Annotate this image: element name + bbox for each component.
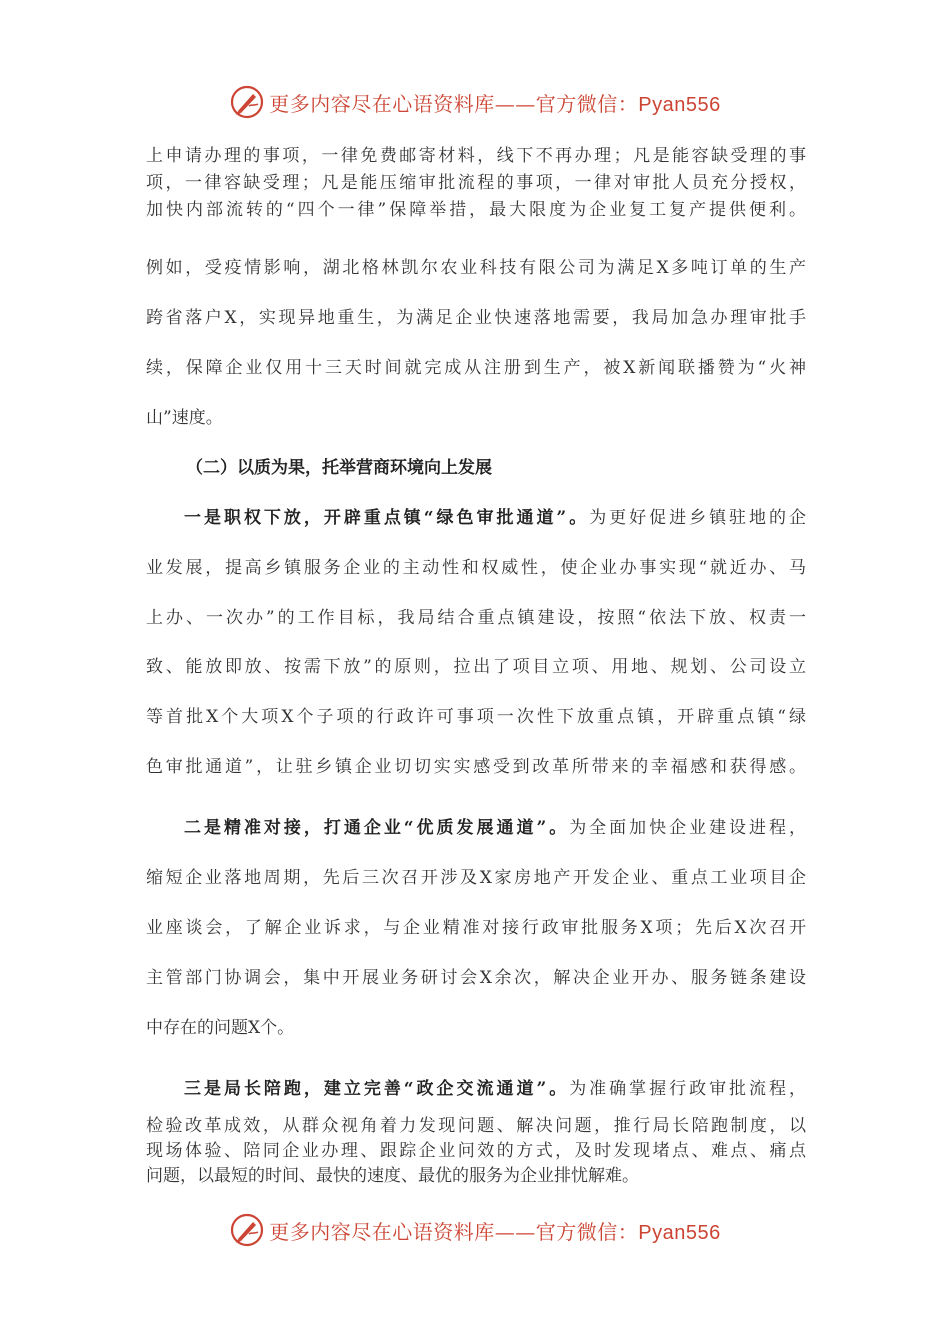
text-line: 致、能放即放、按需下放”的原则，拉出了项目立项、用地、规划、公司设立 <box>146 657 806 677</box>
text-line: 现场体验、陪同企业办理、跟踪企业问效的方式，及时发现堵点、难点、痛点 <box>146 1141 806 1161</box>
banner-title <box>269 88 720 117</box>
paragraph-lead: 二是精准对接，打通企业“优质发展通道”。 <box>184 818 570 838</box>
text-line: 跨省落户X，实现异地重生，为满足企业快速落地需要，我局加急办理审批手 <box>146 308 806 328</box>
banner-title <box>269 1216 720 1245</box>
banner-wechat-id: Pyan556 <box>638 93 721 116</box>
pen-logo-icon <box>229 84 265 120</box>
pen-logo-icon <box>229 1212 265 1248</box>
text-line: 例如，受疫情影响，湖北格林凯尔农业科技有限公司为满足X多吨订单的生产 <box>146 258 806 278</box>
banner-wechat-label: 官方微信： <box>535 91 639 116</box>
banner-dash: —— <box>494 1219 536 1244</box>
paragraph-text: 为全面加快企业建设进程， <box>569 818 807 838</box>
text-line: 上申请办理的事项，一律免费邮寄材料，线下不再办理；凡是能容缺受理的事 <box>146 146 806 166</box>
banner-wechat-id: Pyan556 <box>638 1221 721 1244</box>
text-line: 主管部门协调会，集中开展业务研讨会X余次，解决企业开办、服务链条建设 <box>146 968 806 988</box>
footer-banner <box>0 1210 950 1250</box>
header-banner <box>0 82 950 122</box>
paragraph-lead-line <box>184 1076 806 1102</box>
text-line: 问题，以最短的时间、最快的速度、最优的服务为企业排忧解难。 <box>146 1166 639 1186</box>
paragraph-lead: 三是局长陪跑，建立完善“政企交流通道”。 <box>184 1079 570 1099</box>
text-line: 山”速度。 <box>146 408 223 428</box>
text-line: 检验改革成效，从群众视角着力发现问题、解决问题，推行局长陪跑制度，以 <box>146 1116 806 1136</box>
paragraph-lead: 一是职权下放，开辟重点镇“绿色审批通道”。 <box>184 508 590 528</box>
text-line: 续，保障企业仅用十三天时间就完成从注册到生产，被X新闻联播赞为“火神 <box>146 358 806 378</box>
text-line: 中存在的问题X个。 <box>146 1018 295 1038</box>
banner-wechat-label: 官方微信： <box>535 1219 639 1244</box>
paragraph-text: 为准确掌握行政审批流程， <box>569 1079 807 1099</box>
text-line: 上办、一次办”的工作目标，我局结合重点镇建设，按照“依法下放、权责一 <box>146 608 806 628</box>
text-line: 等首批X个大项X个子项的行政许可事项一次性下放重点镇，开辟重点镇“绿 <box>146 707 806 727</box>
text-line: 业发展，提高乡镇服务企业的主动性和权威性，使企业办事实现“就近办、马 <box>146 558 806 578</box>
text-line: 加快内部流转的“四个一律”保障举措，最大限度为企业复工复产提供便利。 <box>146 200 806 220</box>
banner-site-name: 更多内容尽在心语资料库 <box>269 91 495 116</box>
banner-dash: —— <box>494 91 536 116</box>
paragraph-text: 为更好促进乡镇驻地的企 <box>589 508 807 528</box>
banner-site-name: 更多内容尽在心语资料库 <box>269 1219 495 1244</box>
section-heading: （二）以质为果，托举营商环境向上发展 <box>186 458 492 478</box>
text-line: 缩短企业落地周期，先后三次召开涉及X家房地产开发企业、重点工业项目企 <box>146 868 806 888</box>
text-line: 色审批通道”，让驻乡镇企业切切实实感受到改革所带来的幸福感和获得感。 <box>146 757 806 777</box>
paragraph-lead-line <box>184 815 806 841</box>
text-line: 业座谈会，了解企业诉求，与企业精准对接行政审批服务X项；先后X次召开 <box>146 918 806 938</box>
paragraph-lead-line <box>184 505 806 531</box>
text-line: 项，一律容缺受理；凡是能压缩审批流程的事项，一律对审批人员充分授权， <box>146 173 806 193</box>
